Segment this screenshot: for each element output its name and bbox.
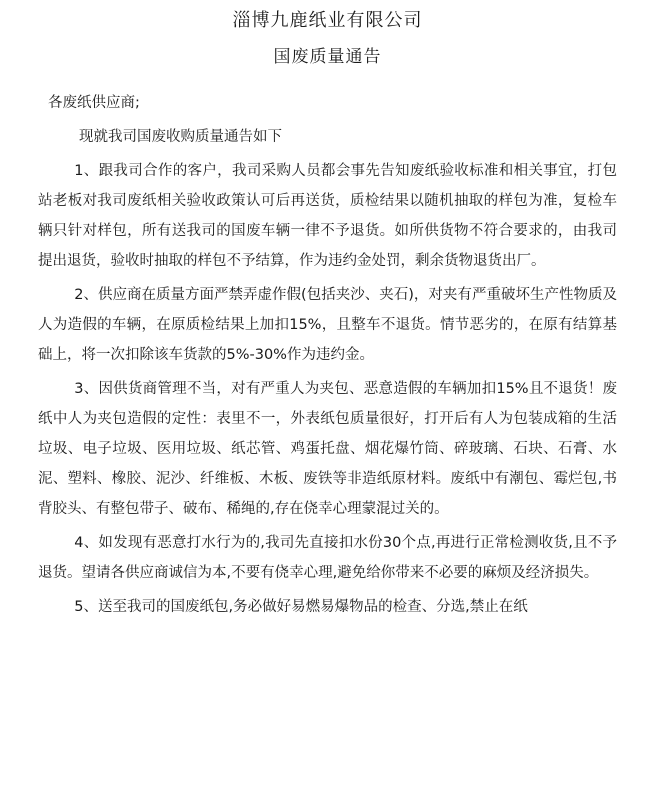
- notice-item-3: 3、因供货商管理不当，对有严重人为夹包、恶意造假的车辆加扣15%且不退货！废纸中人为夹包造假的定性：表里不一，外表纸包质量很好，打开后有人为包装成箱的生活垃圾、电子垃圾、医用垃圾、纸芯管、鸡蛋托盘、烟花爆竹筒、碎玻璃、石块、石膏、水泥、塑料、橡胶、泥沙、纤维板、木板、废铁等非造纸原材料。废纸中有潮包、霉烂包,书背胶头、有整包带子、破布、稀绳的,存在侥幸心理蒙混过关的。: [38, 381, 617, 517]
- notice-item-5: 5、送至我司的国废纸包,务必做好易燃易爆物品的检查、分选,禁止在纸: [74, 599, 528, 615]
- notice-item-2: 2、供应商在质量方面严禁弄虚作假(包括夹沙、夹石)，对夹有严重破坏生产性物质及人为造假的车辆，在原质检结果上加扣15%，且整车不退货。情节恶劣的，在原有结算基础上，将一次扣除该车货款的5%-30%作为违约金。: [38, 287, 617, 363]
- notice-item-4: 4、如发现有恶意打水行为的,我司先直接扣水份30个点,再进行正常检测收货,且不予退货。望请各供应商诚信为本,不要有侥幸心理,避免给你带来不必要的麻烦及经济损失。: [38, 535, 617, 581]
- company-name: 淄博九鹿纸业有限公司: [232, 10, 423, 31]
- notice-title: 国废质量通告: [273, 47, 382, 67]
- salutation: 各废纸供应商;: [48, 95, 140, 111]
- intro-paragraph: 现就我司国废收购质量通告如下: [79, 129, 282, 145]
- notice-item-1: 1、跟我司合作的客户，我司采购人员都会事先告知废纸验收标准和相关事宜，打包站老板对我司废纸相关验收政策认可后再送货，质检结果以随机抽取的样包为准，复检车辆只针对样包，所有送我司的国废车辆一律不予退货。如所供货物不符合要求的，由我司提出退货，验收时抽取的样包不予结算，作为违约金处罚，剩余货物退货出厂。: [38, 163, 617, 269]
